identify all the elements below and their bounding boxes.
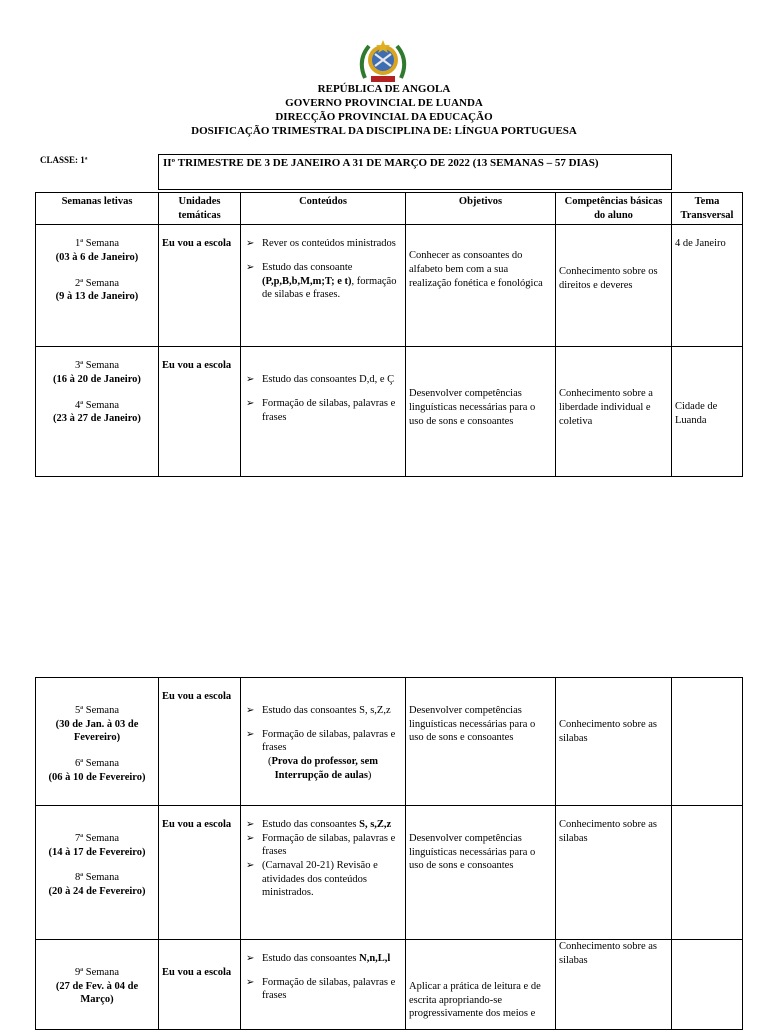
unit-cell: Eu vou a escola (159, 940, 241, 1030)
header-government: GOVERNO PROVINCIAL DE LUANDA (285, 97, 483, 109)
theme-cell (672, 806, 743, 940)
week-label: 8ª Semana (74, 872, 119, 884)
col-header-weeks: Semanas letivas (36, 193, 159, 225)
content-item: ➢ Formação de silabas, palavras e frases (244, 728, 402, 755)
week-label: 2ª Semana (74, 277, 119, 289)
content-item: ➢ Estudo das consoantes S, s,Z,z (244, 818, 402, 832)
header-direction: DIRECÇÃO PROVINCIAL DA EDUCAÇÃO (275, 111, 493, 123)
table-row (36, 225, 743, 347)
unit-cell: Eu vou a escola (159, 806, 241, 940)
competence-cell: Conhecimento sobre a liberdade individual e coletiva (556, 347, 672, 477)
table-row (36, 678, 743, 806)
unit-cell: Eu vou a escola (159, 347, 241, 477)
week-dates: (20 à 24 de Fevereiro) (48, 885, 146, 897)
week-label: 4ª Semana (74, 399, 119, 411)
objective-cell: Conhecer as consoantes do alfabeto bem com a sua realização fonética e fonológica (406, 225, 556, 347)
objective-cell: Desenvolver competências linguísticas necessárias para o uso de sons e consoantes (406, 678, 556, 806)
col-header-competences: Competências básicas do aluno (556, 193, 672, 225)
objective-cell: Aplicar a prática de leitura e de escrita apropriando-se progressivamente dos meios e (406, 940, 556, 1030)
week-dates: (30 de Jan. à 03 de Fevereiro) (55, 718, 139, 744)
col-header-contents: Conteúdos (241, 193, 406, 225)
week-dates: (9 à 13 de Janeiro) (55, 291, 139, 303)
week-dates: (16 à 20 de Janeiro) (53, 373, 141, 385)
content-item: ➢ Estudo das consoante (P,p,B,b,M,m;T; e t), formação de silabas e frases. (244, 261, 402, 302)
week-label: 3ª Semana (74, 360, 119, 372)
week-dates: (27 de Fev. à 04 de Março) (55, 980, 139, 1006)
content-item: ➢ Formação de silabas, palavras e frases (244, 832, 402, 859)
theme-cell: 4 de Janeiro (672, 225, 743, 347)
competence-cell: Conhecimento sobre as silabas (556, 678, 672, 806)
week-label: 9ª Semana (74, 967, 119, 978)
competence-cell: Conhecimento sobre os direitos e deveres (556, 225, 672, 347)
content-item: ➢ Formação de silabas, palavras e frases (244, 976, 402, 1003)
class-label: CLASSE: 1ª (40, 155, 88, 165)
objective-cell: Desenvolver competências linguísticas necessárias para o uso de sons e consoantes (406, 806, 556, 940)
week-label: 6ª Semana (74, 757, 119, 769)
schedule-table-bottom (35, 677, 743, 1030)
schedule-table-top (35, 192, 743, 477)
unit-cell: Eu vou a escola (159, 678, 241, 806)
theme-cell (672, 678, 743, 806)
theme-cell: Cidade de Luanda (672, 347, 743, 477)
week-dates: (23 à 27 de Janeiro) (53, 413, 141, 425)
week-dates: (14 à 17 de Fevereiro) (48, 846, 146, 858)
header-title: DOSIFICAÇÃO TRIMESTRAL DA DISCIPLINA DE: LÍNGUA PORTUGUESA (191, 125, 577, 137)
week-dates: (06 à 10 de Fevereiro) (48, 771, 146, 783)
content-item: ➢ Estudo das consoantes N,n,L,l (244, 952, 402, 966)
content-item: ➢ Estudo das consoantes D,d, e Ç (244, 373, 402, 387)
competence-cell: Conhecimento sobre as silabas (556, 806, 672, 940)
table-row (36, 806, 743, 940)
objective-cell: Desenvolver competências linguísticas necessárias para o uso de sons e consoantes (406, 347, 556, 477)
col-header-units: Unidades temáticas (159, 193, 241, 225)
table-row (36, 940, 743, 1030)
col-header-objectives: Objetivos (406, 193, 556, 225)
theme-cell (672, 940, 743, 1030)
content-item: ➢ Estudo das consoantes S, s,Z,z (244, 704, 402, 718)
week-label: 7ª Semana (74, 833, 119, 844)
angola-emblem (355, 38, 411, 84)
trimester-box: IIº TRIMESTRE DE 3 DE JANEIRO A 31 DE MARÇO DE 2022 (13 SEMANAS – 57 DIAS) (158, 154, 672, 190)
table-row (36, 347, 743, 477)
col-header-theme: Tema Transversal (672, 193, 743, 225)
content-item: ➢ (Carnaval 20-21) Revisão e atividades dos conteúdos ministrados. (244, 859, 402, 900)
content-note: (Prova do professor, sem Interrupção de aulas) (267, 755, 379, 781)
week-dates: (03 à 6 de Janeiro) (55, 251, 139, 263)
week-label: 1ª Semana (74, 238, 119, 250)
unit-cell: Eu vou a escola (159, 225, 241, 347)
content-item: ➢ Rever os conteúdos ministrados (244, 237, 402, 251)
header-republic: REPÚBLICA DE ANGOLA (317, 83, 451, 95)
content-item: ➢ Formação de silabas, palavras e frases (244, 397, 402, 424)
week-label: 5ª Semana (74, 705, 119, 716)
competence-cell: Conhecimento sobre as silabas (556, 940, 672, 1030)
